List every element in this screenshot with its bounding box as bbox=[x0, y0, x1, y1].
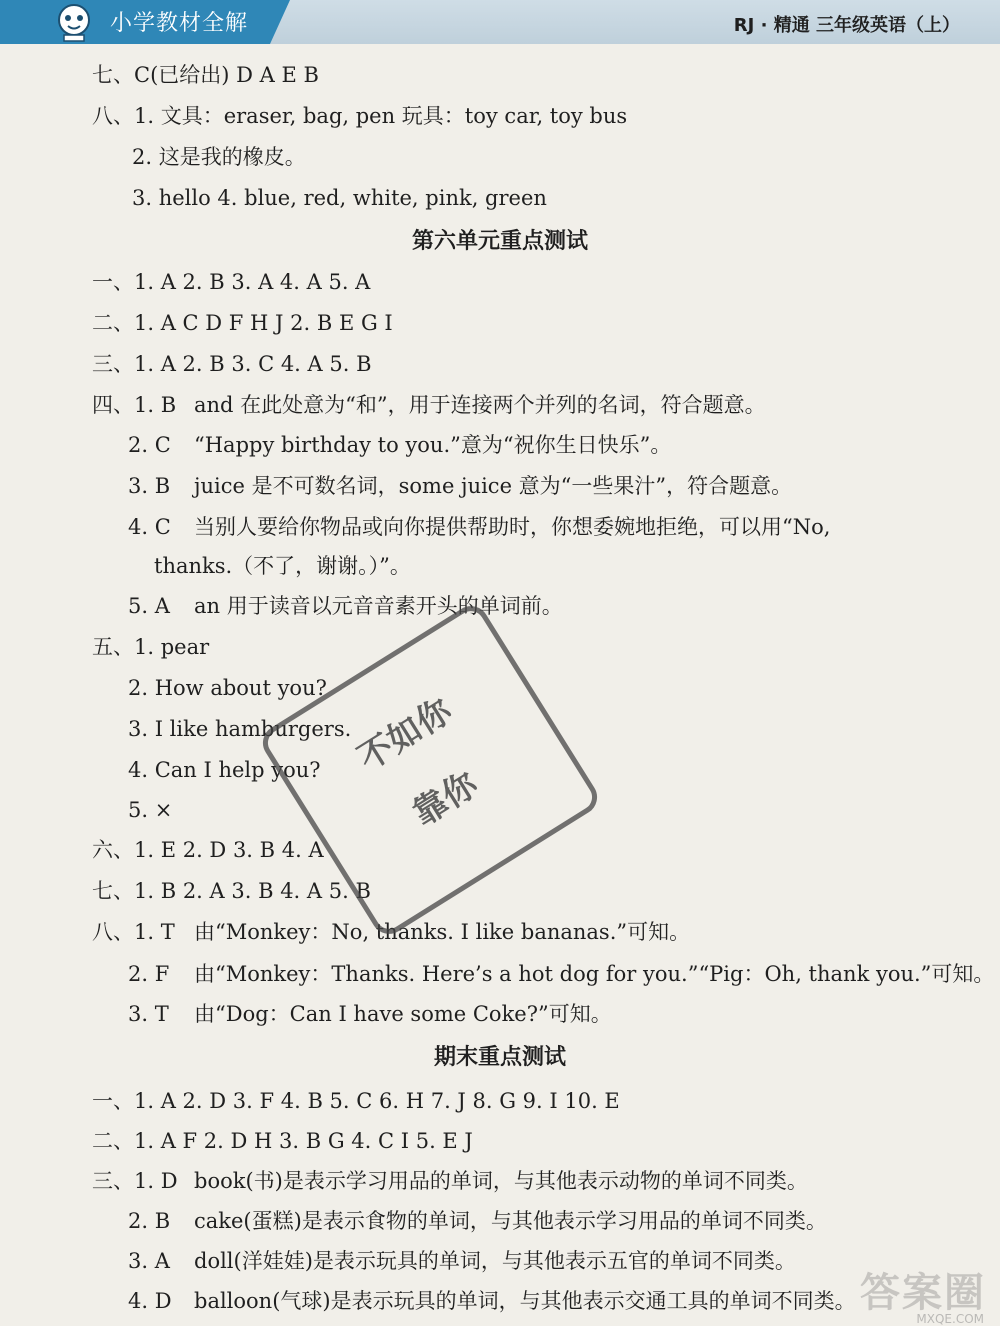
stamp-line-2: 靠你 bbox=[405, 764, 485, 835]
answer-line: 2. 这是我的橡皮。 bbox=[132, 145, 306, 169]
answer-key: 八、1. T bbox=[92, 920, 175, 944]
answer-key: 5. A bbox=[128, 594, 170, 618]
answer-key: 2. B bbox=[128, 1209, 171, 1233]
answer-line: 3. I like hamburgers. bbox=[128, 717, 352, 741]
answer-with-explanation bbox=[128, 472, 792, 500]
answer-with-explanation bbox=[92, 391, 766, 419]
mascot-icon bbox=[46, 2, 102, 42]
answer-line: 3. hello 4. blue, red, white, pink, green bbox=[132, 186, 547, 210]
answer-with-explanation bbox=[128, 1247, 796, 1275]
answer-key: 2. C bbox=[128, 433, 171, 457]
answer-line: 七、1. B 2. A 3. B 4. A 5. B bbox=[92, 879, 371, 903]
explanation-text: juice 是不可数名词，some juice 意为“一些果汁”，符合题意。 bbox=[194, 474, 793, 498]
answer-line: 2. How about you? bbox=[128, 676, 327, 700]
answer-with-explanation bbox=[128, 1287, 856, 1315]
explanation-text: and 在此处意为“和”，用于连接两个并列的名词，符合题意。 bbox=[194, 393, 766, 417]
explanation-text: “Happy birthday to you.”意为“祝你生日快乐”。 bbox=[194, 433, 672, 457]
section-title-final: 期末重点测试 bbox=[433, 1045, 566, 1070]
answer-line: 5. × bbox=[128, 798, 173, 822]
explanation-text: book(书)是表示学习用品的单词，与其他表示动物的单词不同类。 bbox=[194, 1169, 808, 1193]
answer-line: 七、C(已给出) D A E B bbox=[92, 63, 319, 87]
answer-key: 4. D bbox=[128, 1289, 172, 1313]
explanation-text: 当别人要给你物品或向你提供帮助时，你想委婉地拒绝，可以用“No, bbox=[194, 515, 831, 539]
answer-line: 二、1. A F 2. D H 3. B G 4. C I 5. E J bbox=[92, 1129, 473, 1153]
answer-line: 一、1. A 2. B 3. A 4. A 5. A bbox=[92, 270, 371, 294]
explanation-text: an 用于读音以元音音素开头的单词前。 bbox=[194, 594, 563, 618]
explanation-text: doll(洋娃娃)是表示玩具的单词，与其他表示五官的单词不同类。 bbox=[194, 1249, 796, 1273]
explanation-text: 由“Monkey：No, thanks. I like bananas.”可知。 bbox=[194, 920, 691, 944]
answer-with-explanation bbox=[128, 960, 994, 988]
stamp-line-1: 不如你 bbox=[351, 690, 459, 779]
answer-key: 3. B bbox=[128, 474, 171, 498]
answer-line: thanks.（不了，谢谢。）”。 bbox=[154, 554, 411, 578]
answer-with-explanation bbox=[92, 1167, 808, 1195]
answer-with-explanation bbox=[128, 513, 830, 541]
answer-line: 六、1. E 2. D 3. B 4. A bbox=[92, 838, 324, 862]
answer-key: 3. A bbox=[128, 1249, 170, 1273]
watermark-logo: 答案圈 bbox=[860, 1270, 986, 1316]
answer-key: 三、1. D bbox=[92, 1169, 178, 1193]
answer-with-explanation bbox=[128, 1000, 612, 1028]
book-title: 小学教材全解 bbox=[110, 11, 249, 36]
answer-line: 4. Can I help you? bbox=[128, 758, 321, 782]
answer-key: 4. C bbox=[128, 515, 171, 539]
answer-line: 三、1. A 2. B 3. C 4. A 5. B bbox=[92, 352, 372, 376]
answer-key: 2. F bbox=[128, 962, 170, 986]
answer-line: 一、1. A 2. D 3. F 4. B 5. C 6. H 7. J 8. G 9. I 10. E bbox=[92, 1089, 620, 1113]
answer-with-explanation bbox=[128, 592, 563, 620]
explanation-text: cake(蛋糕)是表示食物的单词，与其他表示学习用品的单词不同类。 bbox=[194, 1209, 827, 1233]
answer-key: 3. T bbox=[128, 1002, 169, 1026]
watermark-url: MXQE.COM bbox=[916, 1312, 984, 1326]
answer-with-explanation bbox=[128, 431, 671, 459]
answer-line: 八、1. 文具：eraser, bag, pen 玩具：toy car, toy bus bbox=[92, 104, 628, 128]
answer-line: 二、1. A C D F H J 2. B E G I bbox=[92, 311, 393, 335]
section-title-unit6: 第六单元重点测试 bbox=[411, 229, 588, 254]
answer-with-explanation bbox=[128, 1207, 827, 1235]
answer-line: 五、1. pear bbox=[92, 635, 210, 659]
explanation-text: 由“Dog：Can I have some Coke?”可知。 bbox=[194, 1002, 612, 1026]
answer-key: 四、1. B bbox=[92, 393, 177, 417]
explanation-text: 由“Monkey：Thanks. Here’s a hot dog for you.”“Pig：Oh, thank you.”可知。 bbox=[194, 962, 995, 986]
series-label: RJ · 精通 三年级英语（上） bbox=[733, 15, 960, 36]
explanation-text: balloon(气球)是表示玩具的单词，与其他表示交通工具的单词不同类。 bbox=[194, 1289, 856, 1313]
